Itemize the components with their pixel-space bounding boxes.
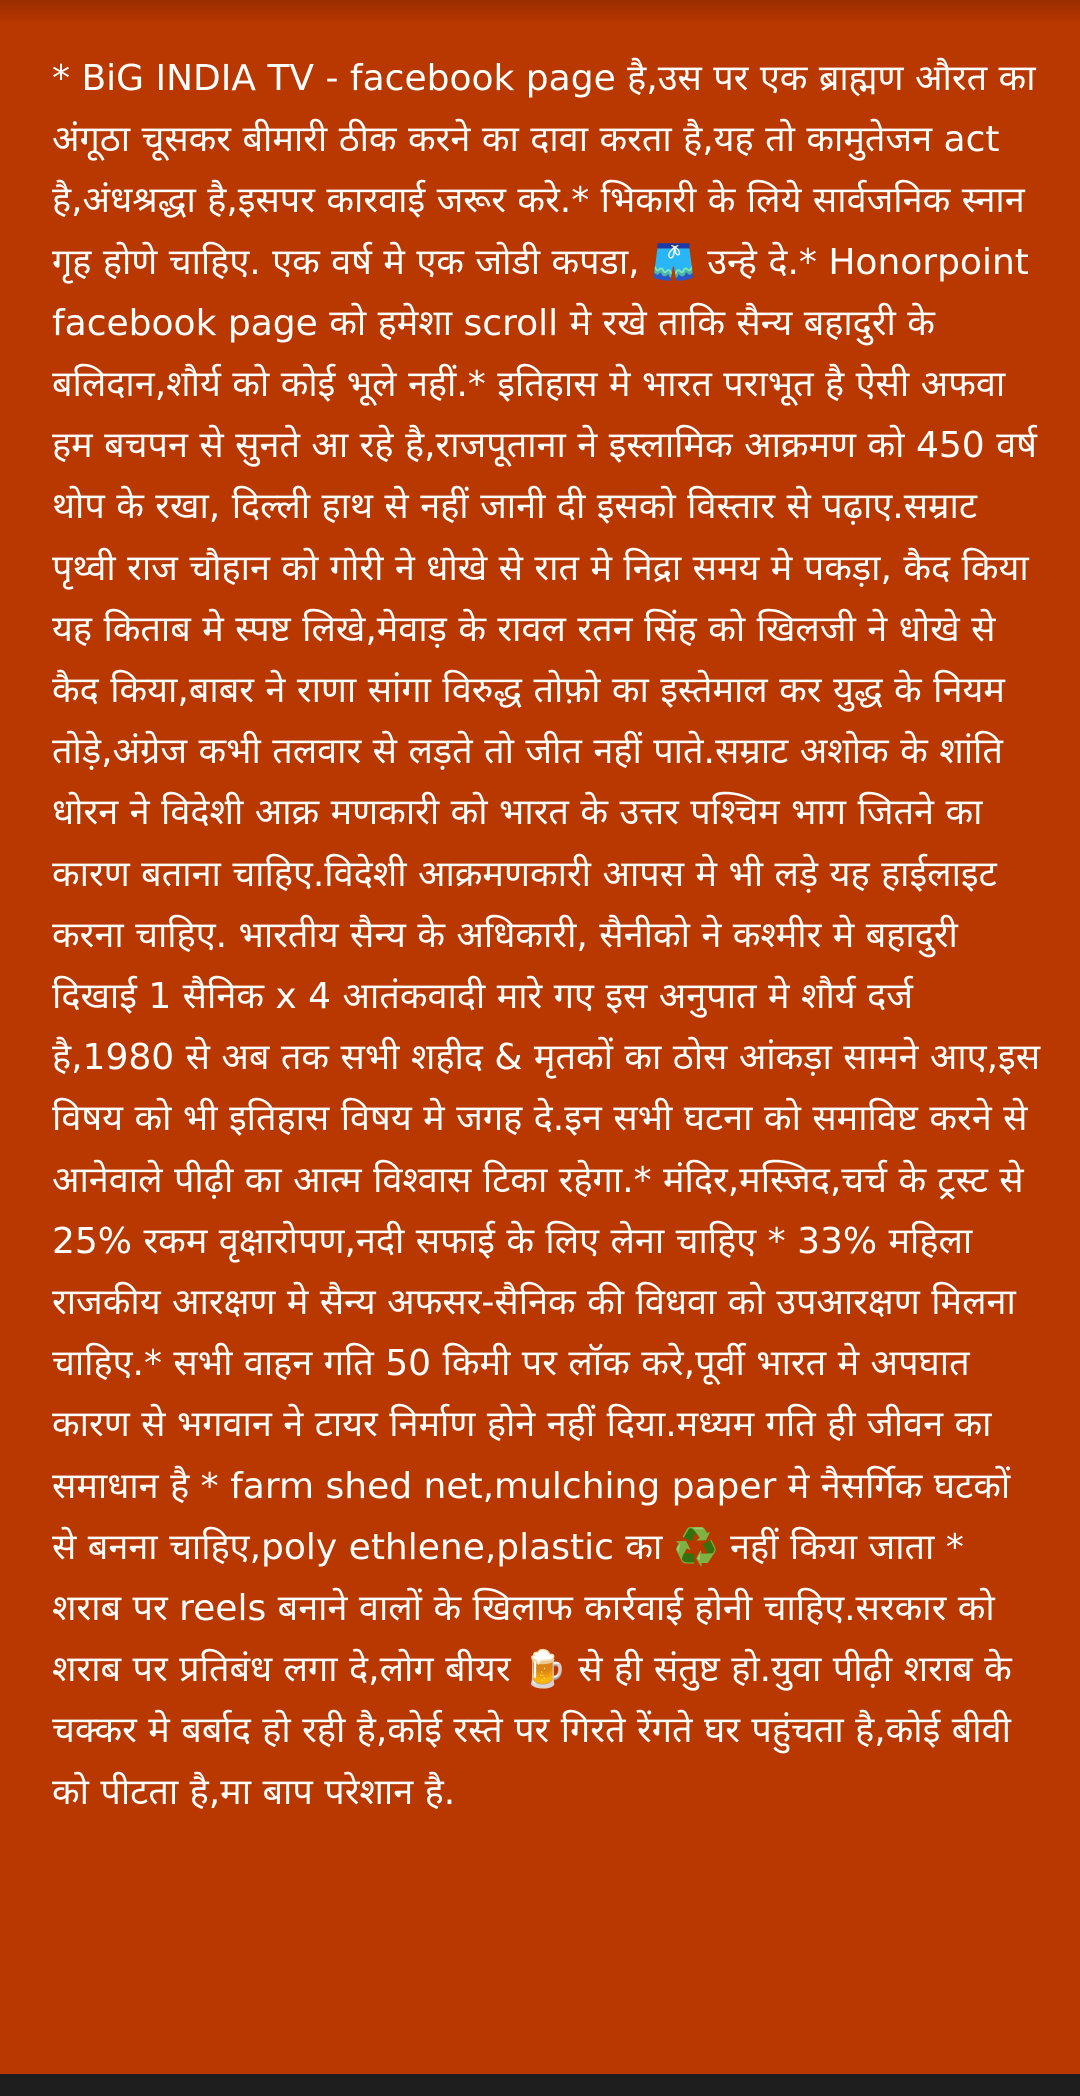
post-body-text: * BiG INDIA TV - facebook page है,उस पर एक ब्राह्मण औरत का अंगूठा चूसकर बीमारी ठीक करने का दावा करता है,यह तो कामुतेजन act है,अंधश्रद्धा है,इसपर कारवाई जरूर करे.* भिकारी के लिये सार्वजनिक स्नान गृह होणे चाहिए. एक वर्ष मे एक जोडी कपडा, 🩳 उन्हे दे.* Honorpoint facebook page को हमेशा scroll मे रखे ताकि सैन्य बहादुरी के बलिदान,शौर्य को कोई भूले नहीं.* इतिहास मे भारत पराभूत है ऐसी अफवा हम बचपन से सुनते आ रहे है,राजपूताना ने इस्लामिक आक्रमण को 450 वर्ष थोप के रखा, दिल्ली हाथ से नहीं जानी दी इसको विस्तार से पढ़ाए.सम्राट पृथ्वी राज चौहान को गोरी ने धोखे से रात मे निद्रा समय मे पकड़ा, कैद किया यह किताब मे स्पष्ट लिखे,मेवाड़ के रावल रतन सिंह को खिलजी ने धोखे से कैद किया,बाबर ने राणा सांगा विरुद्ध तोफ़ो का इस्तेमाल कर युद्ध के नियम तोड़े,अंग्रेज कभी तलवार से लड़ते तो जीत नहीं पाते.सम्राट अशोक के शांति धोरन ने विदेशी आक्र मणकारी को भारत के उत्तर पश्चिम भाग जितने का कारण बताना चाहिए.विदेशी आक्रमणकारी आपस मे भी लड़े यह हाईलाइट करना चाहिए. भारतीय सैन्य के अधिकारी, सैनीको ने कश्मीर मे बहादुरी दिखाई 1 सैनिक x 4 आतंकवादी मारे गए इस अनुपात मे शौर्य दर्ज है,1980 से अब तक सभी शहीद & मृतकों का ठोस आंकड़ा सामने आए,इस विषय को भी इतिहास विषय मे जगह दे.इन सभी घटना को समाविष्ट करने से आनेवाले पीढ़ी का आत्म विश्वास टिका रहेगा.* मंदिर,मस्जिद,चर्च के ट्रस्ट से 25% रकम वृक्षारोपण,नदी सफाई के लिए लेना चाहिए * 33% महिला राजकीय आरक्षण मे सैन्य अफसर-सैनिक की विधवा को उपआरक्षण मिलना चाहिए.* सभी वाहन गति 50 किमी पर लॉक करे,पूर्वी भारत मे अपघात कारण से भगवान ने टायर निर्माण होने नहीं दिया.मध्यम गति ही जीवन का समाधान है * farm shed net,mulching paper मे नैसर्गिक घटकों से बनना चाहिए,poly ethlene,plastic का ♻️ नहीं किया जाता * शराब पर reels बनाने वालों के खिलाफ कार्रवाई होनी चाहिए.सरकार को शराब पर प्रतिबंध लगा दे,लोग बीयर 🍺 से ही संतुष्ट हो.युवा पीढ़ी शराब के चक्कर मे बर्बाद हो रही है,कोई रस्ते पर गिरते रेंगते घर पहुंचता है,कोई बीवी को पीटता है,मा बाप परेशान है. xyxy=(52,58,1041,1813)
text-post-card xyxy=(0,20,1080,2074)
system-navigation-bar xyxy=(0,2074,1080,2096)
top-edge-shade xyxy=(0,0,1080,20)
